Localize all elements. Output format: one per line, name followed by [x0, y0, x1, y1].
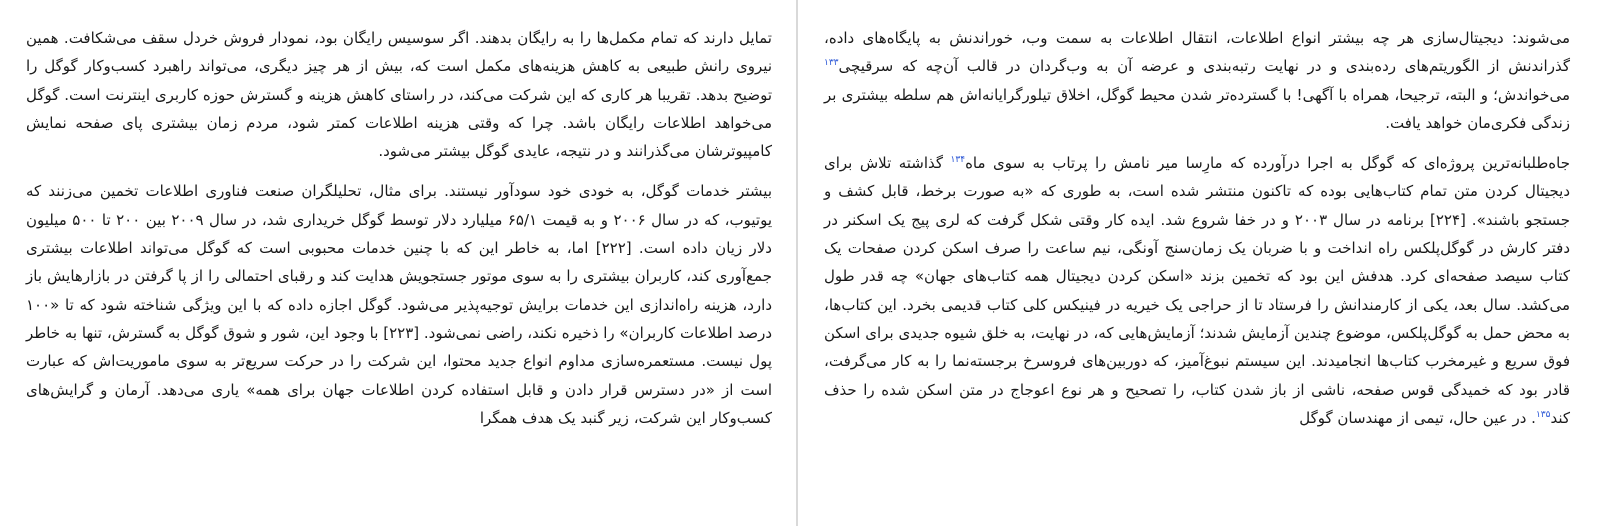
- right-page-text: [824, 24, 1570, 444]
- footnote-ref-135[interactable]: ۱۳۵: [1535, 409, 1551, 420]
- paragraph-text: می‌خواندش؛ و البته، ترجیحا، همراه با آگهی! با گسترده‌تر شدن محیط گوگل، اخلاق تیلورگرایانه‌اش هم سلطه بیشتری بر زندگی فکری‌مان خواهد یافت.: [824, 85, 1570, 132]
- paragraph: تمایل دارند که تمام مکمل‌ها را به رایگان بدهند. اگر سوسیس رایگان بود، نمودار فروش خردل سقف می‌شکافت. همین نیروی رانش طبیعی به کاهش هزینه‌های مکمل است که، بیش از هر چیز دیگری، می‌تواند راهبرد کسب‌وکار گوگل را توضیح بدهد. تقریبا هر کاری که این شرکت می‌کند، در راستای کاهش هزینه و گسترش حوزه کاربری اینترنت است. گوگل می‌خواهد اطلاعات رایگان باشد. چرا که وقتی هزینه اطلاعات کمتر شود، مردم زمان بیشتری پای صفحه نمایش کامپیوترشان می‌گذرانند و در نتیجه، عایدی گوگل بیشتر می‌شود.: [26, 29, 772, 161]
- paragraph-text: می‌شوند: دیجیتال‌سازی هر چه بیشتر انواع اطلاعات، انتقال اطلاعات به سمت وب، خوراندنش به پایگاه‌های داده، گذراندنش از الگوریتم‌های رده‌بندی و در نهایت رتبه‌بندی و عرضه آن به وب‌گردان در قالب آن‌چه که سرقیچی: [824, 29, 1570, 76]
- left-page-text: [26, 24, 772, 444]
- paragraph-text: . در عین حال، تیمی از مهندسان گوگل: [1299, 408, 1536, 427]
- paragraph-text: گذاشته تلاش برای دیجیتال کردن متن تمام کتاب‌هایی بوده که تاکنون منتشر شده است، به طوری که «به صورت برخط، قابل کشف و جستجو باشند». [۲۲۴] برنامه در سال ۲۰۰۳ و در خفا شروع شد. ایده کار وقتی شکل گرفت که لری پیج یک اسکنر در دفتر کارش در گوگل‌پلکس راه انداخت و با ضربان یک زمان‌سنج آونگی، نیم ساعت را صرف اسکن کردن صفحات یک کتاب سیصد صفحه‌ای کرد. هدفش این بود که تخمین بزند «اسکن کردن دیجیتال همه کتاب‌های جهان» چه قدر طول می‌کشد. سال بعد، یکی از کارمندانش را فرستاد تا از حراجی یک خیریه در فینیکس کلی کتاب قدیمی بخرد. این کتاب‌ها، به محض حمل به گوگل‌پلکس، موضوع چندین آزمایش شدند؛ آزمایش‌هایی که، در نهایت، به خلق شیوه جدیدی برای اسکن فوق سریع و غیرمخرب کتاب‌ها انجامیدند. این سیستم نبوغ‌آمیز، که دوربین‌های فروسرخ برجسته‌نما را به کار می‌گرفت، قادر بود که خمیدگی قوس صفحه، ناشی از باز شدن کتاب، را تصحیح و هر نوع اعوجاج در متن اسکن شده را حذف کند: [824, 154, 1570, 427]
- right-page: [798, 0, 1600, 526]
- paragraph: [824, 149, 1570, 432]
- paragraph: بیشتر خدمات گوگل، به خودی خود سودآور نیستند. برای مثال، تحلیلگران صنعت فناوری اطلاعات تخمین می‌زنند که یوتیوب، که در سال ۲۰۰۶ و به قیمت ۶۵/۱ میلیارد دلار توسط گوگل خریداری شد، در سال ۲۰۰۹ بین ۲۰۰ تا ۵۰۰ میلیون دلار زیان داده است. [۲۲۲] اما، به خاطر این که با چنین خدمات محبوبی است که گوگل می‌تواند اطلاعات بیشتری جمع‌آوری کند، کاربران بیشتری را به سوی موتور جستجویش هدایت کند و رقبای احتمالی را از پا گرفتن در بازارهایش باز دارد، هزینه راه‌اندازی این خدمات برایش توجیه‌پذیر می‌شود. گوگل اجازه داده که با این ویژگی شناخته شود که تا «۱۰۰ درصد اطلاعات کاربران» را ذخیره نکند، راضی نمی‌شود. [۲۲۳] با وجود این، شور و شوق گوگل به گسترش، تنها به خاطر پول نیست. مستعمره‌سازی مداوم انواع جدید محتوا، این شرکت را در حرکت سریع‌تر به سوی ماموریت‌اش که عبارت است از «در دسترس قرار دادن و قابل استفاده کردن اطلاعات جهان برای همه» یاری می‌دهد. آرمان و گرایش‌های کسب‌وکار این شرکت، زیر گنبد یک هدف همگرا: [26, 182, 773, 427]
- left-page: [0, 0, 796, 526]
- footnote-ref-134[interactable]: ۱۳۴: [950, 155, 966, 166]
- paragraph-text: جاه‌طلبانه‌ترین پروژه‌ای که گوگل به اجرا درآورده که مارِسا میر نامش را پرتاب به سوی ماه: [965, 154, 1570, 173]
- paragraph: [824, 24, 1570, 137]
- footnote-ref-133[interactable]: ۱۳۳: [824, 58, 839, 69]
